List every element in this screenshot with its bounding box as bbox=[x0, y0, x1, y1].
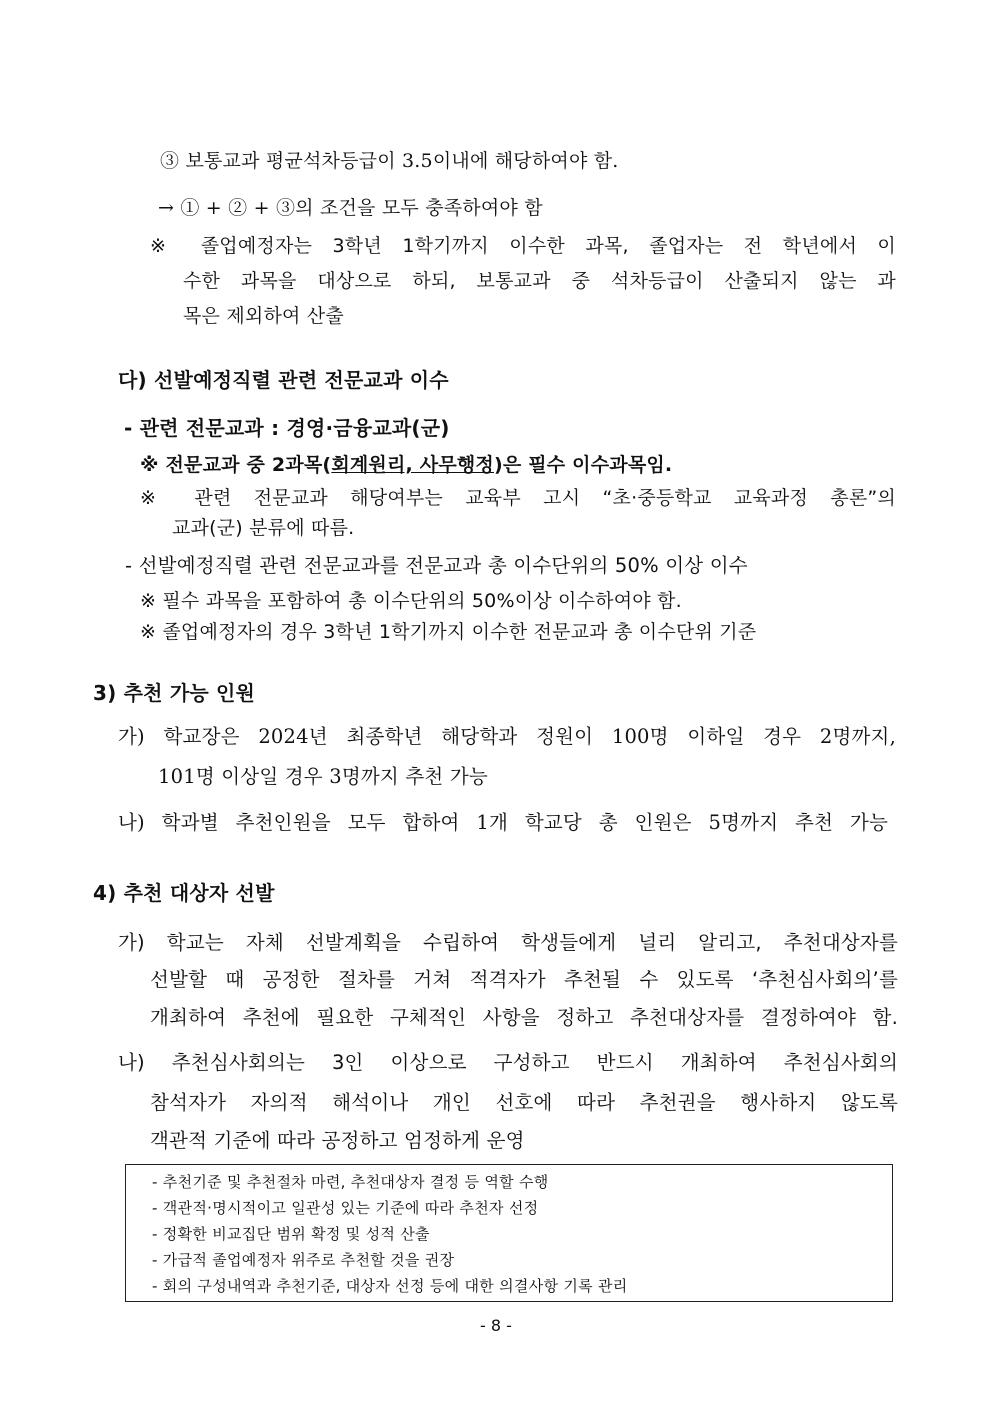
box-item: - 정확한 비교집단 범위 확정 및 성적 산출 bbox=[152, 1225, 430, 1243]
note-grade-line-1: ※ 졸업예정자는 3학년 1학기까지 이수한 과목, 졸업자는 전 학년에서 이 bbox=[150, 235, 896, 257]
committee-role-box bbox=[125, 1164, 893, 1302]
section-4-b-line-2: 참석자가 자의적 해석이나 개인 선호에 따라 추천권을 행사하지 않도록 bbox=[150, 1091, 898, 1114]
required-suffix: )은 필수 이수과목임. bbox=[493, 454, 673, 476]
section-4-b-line-1: 나) 추천심사회의는 3인 이상으로 구성하고 반드시 개최하여 추천심사회의 bbox=[118, 1051, 898, 1074]
section-c-title: 다) 선발예정직렬 관련 전문교과 이수 bbox=[118, 368, 449, 392]
required-prefix: ※ 전문교과 중 2과목( bbox=[140, 454, 332, 476]
section-3-title: 3) 추천 가능 인원 bbox=[93, 681, 256, 705]
section-4-a-line-2: 선발할 때 공정한 절차를 거쳐 적격자가 추천될 수 있도록 ‘추천심사회의’를 bbox=[150, 968, 898, 991]
box-item: - 회의 구성내역과 추천기준, 대상자 선정 등에 대한 의결사항 기록 관리 bbox=[152, 1277, 628, 1295]
section-4-a-line-3: 개최하여 추천에 필요한 구체적인 사항을 정하고 추천대상자를 결정하여야 함. bbox=[150, 1006, 898, 1029]
note-grade-line-2: 수한 과목을 대상으로 하되, 보통교과 중 석차등급이 산출되지 않는 과 bbox=[183, 270, 896, 292]
note-credit-1: ※ 필수 과목을 포함하여 총 이수단위의 50%이상 이수하여야 함. bbox=[140, 590, 682, 612]
section-3-a-line-1: 가) 학교장은 2024년 최종학년 해당학과 정원이 100명 이하일 경우 2명까지, bbox=[118, 725, 896, 748]
box-item: - 추천기준 및 추천절차 마련, 추천대상자 결정 등 역할 수행 bbox=[152, 1173, 549, 1191]
box-item: - 객관적·명시적이고 일관성 있는 기준에 따라 추천자 선정 bbox=[152, 1199, 539, 1217]
condition-3: ③ 보통교과 평균석차등급이 3.5이내에 해당하여야 함. bbox=[160, 150, 619, 172]
page-number: - 8 - bbox=[480, 1316, 512, 1335]
section-4-b-line-3: 객관적 기준에 따라 공정하고 엄정하게 운영 bbox=[150, 1129, 525, 1152]
section-4-title: 4) 추천 대상자 선발 bbox=[93, 881, 275, 905]
note-credit-2: ※ 졸업예정자의 경우 3학년 1학기까지 이수한 전문교과 총 이수단위 기준 bbox=[140, 621, 757, 643]
section-3-b: 나) 학과별 추천인원을 모두 합하여 1개 학교당 총 인원은 5명까지 추천 가능 bbox=[118, 811, 888, 834]
credit-rule: - 선발예정직렬 관련 전문교과를 전문교과 총 이수단위의 50% 이상 이수 bbox=[125, 554, 748, 577]
required-subject-note bbox=[140, 452, 672, 478]
box-item: - 가급적 졸업예정자 위주로 추천할 것을 권장 bbox=[152, 1251, 455, 1269]
required-subjects-underlined: 회계원리, 사무행정 bbox=[331, 454, 494, 476]
note-related-line-2: 교과(군) 분류에 따름. bbox=[172, 517, 355, 539]
section-3-a-line-2: 101명 이상일 경우 3명까지 추천 가능 bbox=[158, 765, 488, 788]
condition-all-note: → ① + ② + ③의 조건을 모두 충족하여야 함 bbox=[158, 197, 543, 219]
related-subject: - 관련 전문교과 : 경영·금융교과(군) bbox=[124, 416, 450, 440]
note-related-line-1: ※ 관련 전문교과 해당여부는 교육부 고시 “초·중등학교 교육과정 총론”의 bbox=[140, 487, 896, 509]
section-4-a-line-1: 가) 학교는 자체 선발계획을 수립하여 학생들에게 널리 알리고, 추천대상자를 bbox=[118, 931, 898, 954]
note-grade-line-3: 목은 제외하여 산출 bbox=[183, 305, 344, 327]
